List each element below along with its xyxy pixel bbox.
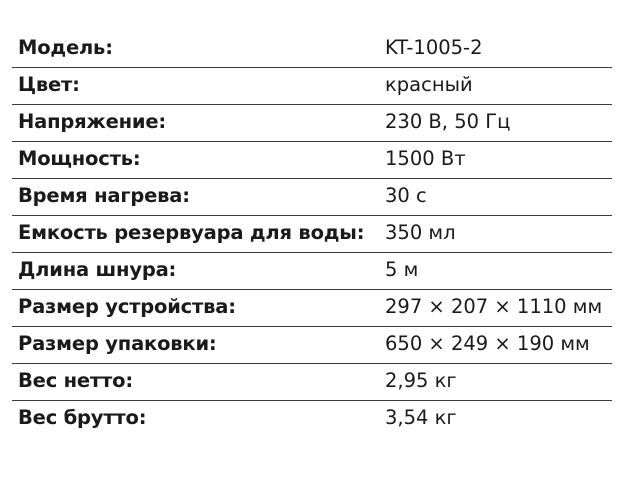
spec-label: Длина шнура: bbox=[18, 258, 177, 281]
spec-row-heat-time bbox=[12, 179, 612, 216]
spec-row-voltage bbox=[12, 105, 612, 142]
spec-row-tank-capacity bbox=[12, 216, 612, 253]
spec-row-device-size bbox=[12, 290, 612, 327]
spec-value: 230 В, 50 Гц bbox=[385, 110, 511, 133]
spec-value: 1500 Вт bbox=[385, 147, 466, 170]
spec-label: Размер устройства: bbox=[18, 295, 236, 318]
spec-value: 30 с bbox=[385, 184, 427, 207]
spec-table bbox=[12, 31, 612, 438]
spec-row-net-weight bbox=[12, 364, 612, 401]
spec-value: 650 × 249 × 190 мм bbox=[385, 332, 590, 355]
spec-value: 350 мл bbox=[385, 221, 456, 244]
spec-value: 297 × 207 × 1110 мм bbox=[385, 295, 603, 318]
spec-value: 5 м bbox=[385, 258, 419, 281]
spec-label: Мощность: bbox=[18, 147, 141, 170]
spec-value: 3,54 кг bbox=[385, 406, 457, 429]
spec-row-package-size bbox=[12, 327, 612, 364]
spec-value: красный bbox=[385, 73, 473, 96]
spec-row-power bbox=[12, 142, 612, 179]
spec-label: Цвет: bbox=[18, 73, 80, 96]
spec-label: Емкость резервуара для воды: bbox=[18, 221, 365, 244]
spec-label: Модель: bbox=[18, 36, 113, 59]
spec-label: Размер упаковки: bbox=[18, 332, 217, 355]
spec-label: Вес нетто: bbox=[18, 369, 133, 392]
spec-label: Напряжение: bbox=[18, 110, 167, 133]
spec-row-cord-length bbox=[12, 253, 612, 290]
spec-value: KT-1005-2 bbox=[385, 36, 483, 59]
spec-row-gross-weight bbox=[12, 401, 612, 438]
spec-label: Вес брутто: bbox=[18, 406, 147, 429]
spec-label: Время нагрева: bbox=[18, 184, 190, 207]
spec-row-model bbox=[12, 31, 612, 68]
spec-row-color bbox=[12, 68, 612, 105]
spec-value: 2,95 кг bbox=[385, 369, 457, 392]
